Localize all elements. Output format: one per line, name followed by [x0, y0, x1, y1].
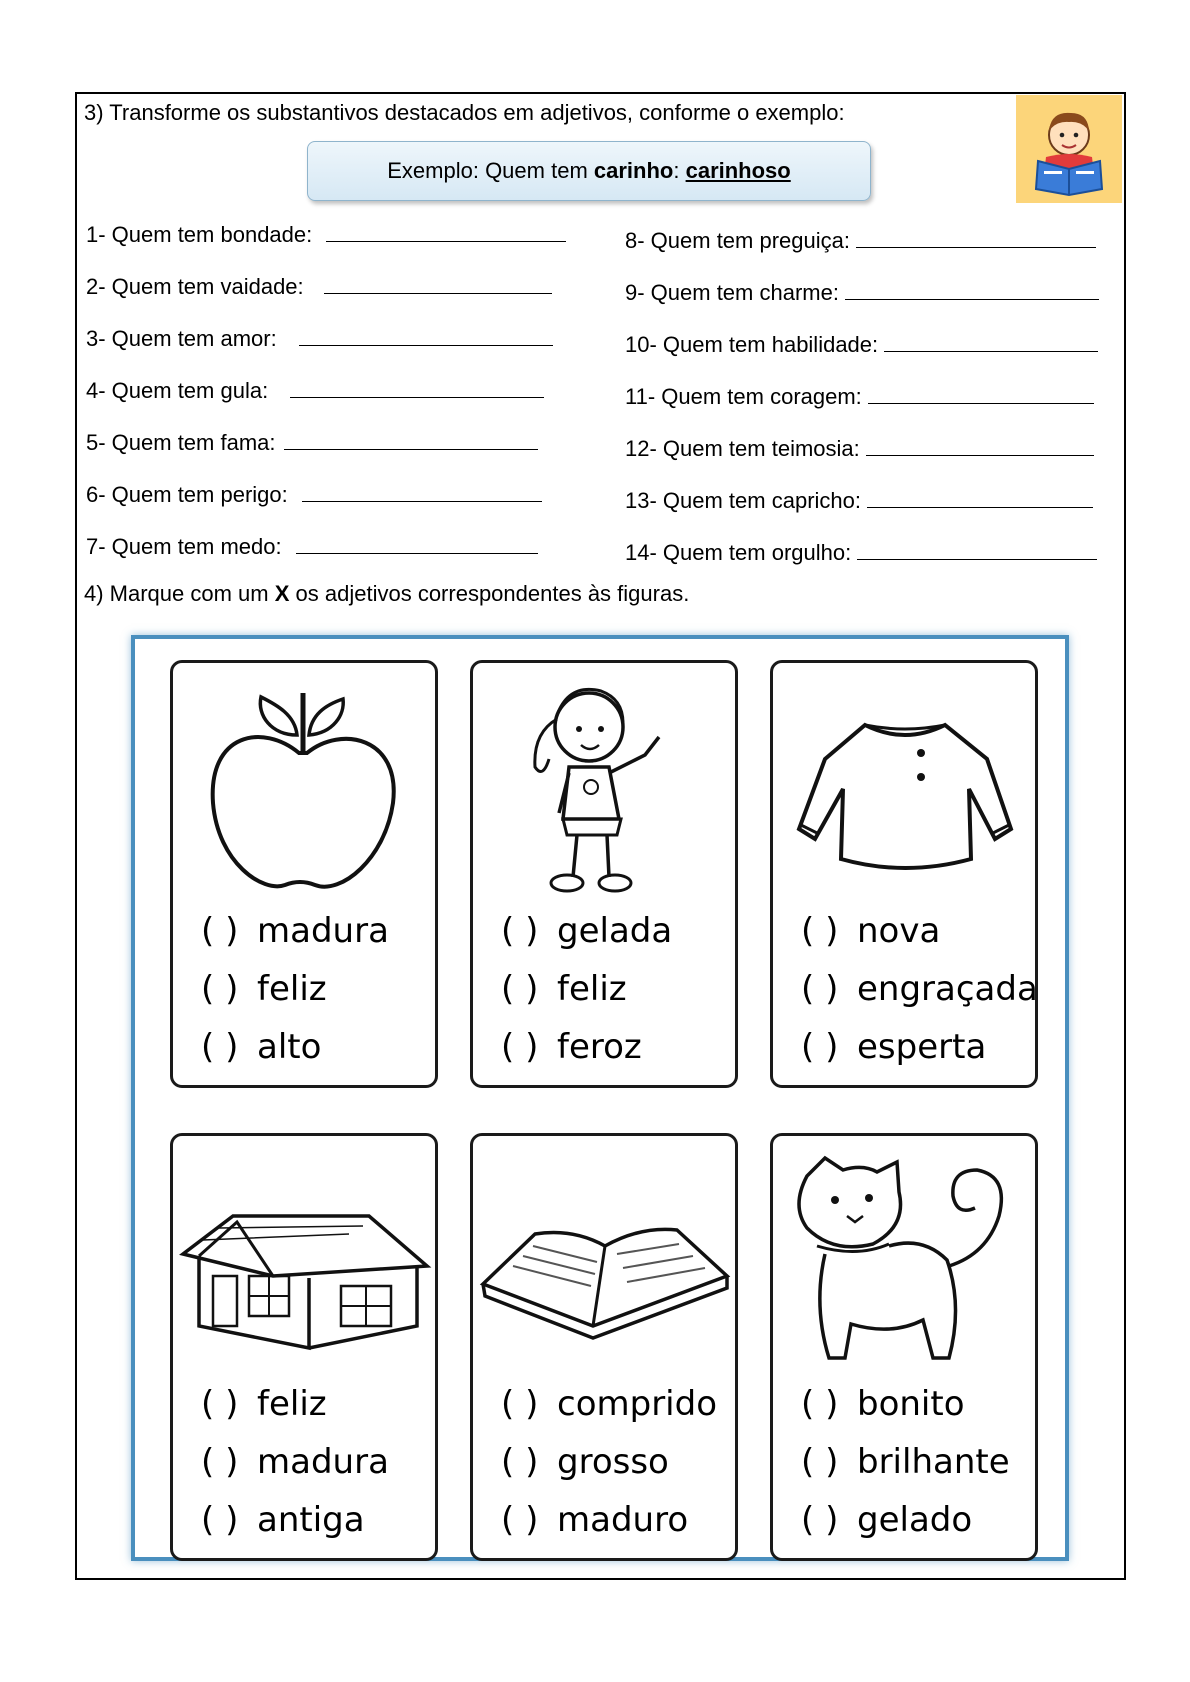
- option-apple-1-label: madura: [257, 911, 389, 951]
- checkbox-book-3[interactable]: ( ): [501, 1500, 539, 1540]
- checkbox-house-2[interactable]: ( ): [201, 1442, 239, 1482]
- option-apple-1[interactable]: [201, 911, 389, 951]
- option-house-2[interactable]: [201, 1442, 389, 1482]
- answer-line-1[interactable]: [326, 223, 566, 242]
- option-cat-2-label: brilhante: [857, 1442, 1010, 1482]
- answer-line-13[interactable]: [867, 489, 1093, 508]
- item-12: [625, 436, 1094, 462]
- option-girl-2-label: feliz: [557, 969, 627, 1009]
- answer-line-8[interactable]: [856, 229, 1096, 248]
- item-4: [86, 378, 544, 404]
- item-3-label: 3- Quem tem amor:: [86, 326, 277, 351]
- card-apple: [170, 660, 438, 1088]
- item-14: [625, 540, 1097, 566]
- answer-line-11[interactable]: [868, 385, 1094, 404]
- option-blouse-2-label: engraçada: [857, 969, 1038, 1009]
- option-blouse-2[interactable]: [801, 969, 1038, 1009]
- item-11-label: 11- Quem tem coragem:: [625, 384, 862, 409]
- checkbox-girl-2[interactable]: ( ): [501, 969, 539, 1009]
- checkbox-cat-3[interactable]: ( ): [801, 1500, 839, 1540]
- option-blouse-3[interactable]: [801, 1027, 986, 1067]
- item-11: [625, 384, 1094, 410]
- option-house-2-label: madura: [257, 1442, 389, 1482]
- blouse-icon: [773, 663, 1035, 903]
- checkbox-house-3[interactable]: ( ): [201, 1500, 239, 1540]
- option-blouse-1[interactable]: [801, 911, 940, 951]
- answer-line-10[interactable]: [884, 333, 1098, 352]
- item-7: [86, 534, 538, 560]
- checkbox-blouse-1[interactable]: ( ): [801, 911, 839, 951]
- item-8: [625, 228, 1096, 254]
- option-book-1-label: comprido: [557, 1384, 718, 1424]
- apple-icon: [173, 663, 435, 903]
- item-9: [625, 280, 1099, 306]
- item-3: [86, 326, 553, 352]
- exercise-4-title: [84, 581, 689, 607]
- item-9-label: 9- Quem tem charme:: [625, 280, 839, 305]
- item-2-label: 2- Quem tem vaidade:: [86, 274, 304, 299]
- example-separator: :: [673, 158, 686, 183]
- option-girl-1[interactable]: [501, 911, 672, 951]
- option-blouse-1-label: nova: [857, 911, 941, 951]
- item-10-label: 10- Quem tem habilidade:: [625, 332, 879, 357]
- item-13: [625, 488, 1093, 514]
- answer-line-9[interactable]: [845, 281, 1099, 300]
- checkbox-cat-1[interactable]: ( ): [801, 1384, 839, 1424]
- option-girl-2[interactable]: [501, 969, 627, 1009]
- item-10: [625, 332, 1098, 358]
- option-apple-2-label: feliz: [257, 969, 327, 1009]
- reading-boy-icon: [1016, 95, 1122, 203]
- checkbox-apple-1[interactable]: ( ): [201, 911, 239, 951]
- option-house-3-label: antiga: [257, 1500, 365, 1540]
- checkbox-girl-3[interactable]: ( ): [501, 1027, 539, 1067]
- item-2: [86, 274, 552, 300]
- option-cat-1[interactable]: [801, 1384, 965, 1424]
- option-book-3-label: maduro: [557, 1500, 689, 1540]
- option-cat-2[interactable]: [801, 1442, 1010, 1482]
- answer-line-5[interactable]: [284, 431, 538, 450]
- card-house: [170, 1133, 438, 1561]
- book-icon: [473, 1136, 735, 1396]
- card-book: [470, 1133, 738, 1561]
- item-1-label: 1- Quem tem bondade:: [86, 222, 313, 247]
- item-7-label: 7- Quem tem medo:: [86, 534, 282, 559]
- option-book-1[interactable]: [501, 1384, 717, 1424]
- item-13-label: 13- Quem tem capricho:: [625, 488, 861, 513]
- option-book-2-label: grosso: [557, 1442, 669, 1482]
- exercise-3-title: 3) Transforme os substantivos destacados em adjetivos, conforme o exemplo:: [84, 100, 845, 125]
- example-answer: carinhoso: [685, 158, 791, 183]
- item-5-label: 5- Quem tem fama:: [86, 430, 276, 455]
- example-prefix: Exemplo: Quem tem: [387, 158, 594, 183]
- card-girl: [470, 660, 738, 1088]
- item-14-label: 14- Quem tem orgulho:: [625, 540, 852, 565]
- card-cat: [770, 1133, 1038, 1561]
- item-8-label: 8- Quem tem preguiça:: [625, 228, 850, 253]
- answer-line-14[interactable]: [857, 541, 1097, 560]
- checkbox-book-1[interactable]: ( ): [501, 1384, 539, 1424]
- answer-line-4[interactable]: [290, 379, 544, 398]
- example-noun: carinho: [593, 158, 674, 183]
- checkbox-girl-1[interactable]: ( ): [501, 911, 539, 951]
- option-apple-3-label: alto: [257, 1027, 322, 1067]
- house-icon: [173, 1136, 435, 1396]
- option-cat-3[interactable]: [801, 1500, 972, 1540]
- cat-icon: [773, 1136, 1035, 1396]
- item-6: [86, 482, 542, 508]
- option-book-2[interactable]: [501, 1442, 669, 1482]
- item-1: [86, 222, 566, 248]
- girl-icon: [473, 663, 735, 913]
- answer-line-3[interactable]: [299, 327, 553, 346]
- example-box: [307, 141, 871, 201]
- item-5: [86, 430, 538, 456]
- checkbox-apple-3[interactable]: ( ): [201, 1027, 239, 1067]
- checkbox-blouse-2[interactable]: ( ): [801, 969, 839, 1009]
- answer-line-7[interactable]: [296, 535, 538, 554]
- option-girl-3[interactable]: [501, 1027, 642, 1067]
- option-cat-1-label: bonito: [857, 1384, 965, 1424]
- option-apple-2[interactable]: [201, 969, 327, 1009]
- item-4-label: 4- Quem tem gula:: [86, 378, 269, 403]
- checkbox-cat-2[interactable]: ( ): [801, 1442, 839, 1482]
- checkbox-blouse-3[interactable]: ( ): [801, 1027, 839, 1067]
- option-house-1-label: feliz: [257, 1384, 327, 1424]
- exercise-4-title-mark: X: [274, 581, 290, 606]
- answer-line-2[interactable]: [324, 275, 552, 294]
- option-book-3[interactable]: [501, 1500, 688, 1540]
- option-blouse-3-label: esperta: [857, 1027, 987, 1067]
- option-cat-3-label: gelado: [857, 1500, 973, 1540]
- option-girl-3-label: feroz: [557, 1027, 642, 1067]
- answer-line-12[interactable]: [866, 437, 1094, 456]
- card-blouse: [770, 660, 1038, 1088]
- option-house-3[interactable]: [201, 1500, 365, 1540]
- item-6-label: 6- Quem tem perigo:: [86, 482, 288, 507]
- answer-line-6[interactable]: [302, 483, 542, 502]
- option-house-1[interactable]: [201, 1384, 327, 1424]
- option-apple-3[interactable]: [201, 1027, 321, 1067]
- checkbox-apple-2[interactable]: ( ): [201, 969, 239, 1009]
- exercise-4-title-prefix: 4) Marque com um: [84, 581, 275, 606]
- item-12-label: 12- Quem tem teimosia:: [625, 436, 860, 461]
- checkbox-house-1[interactable]: ( ): [201, 1384, 239, 1424]
- checkbox-book-2[interactable]: ( ): [501, 1442, 539, 1482]
- exercise-4-title-suffix: os adjetivos correspondentes às figuras.: [289, 581, 690, 606]
- option-girl-1-label: gelada: [557, 911, 673, 951]
